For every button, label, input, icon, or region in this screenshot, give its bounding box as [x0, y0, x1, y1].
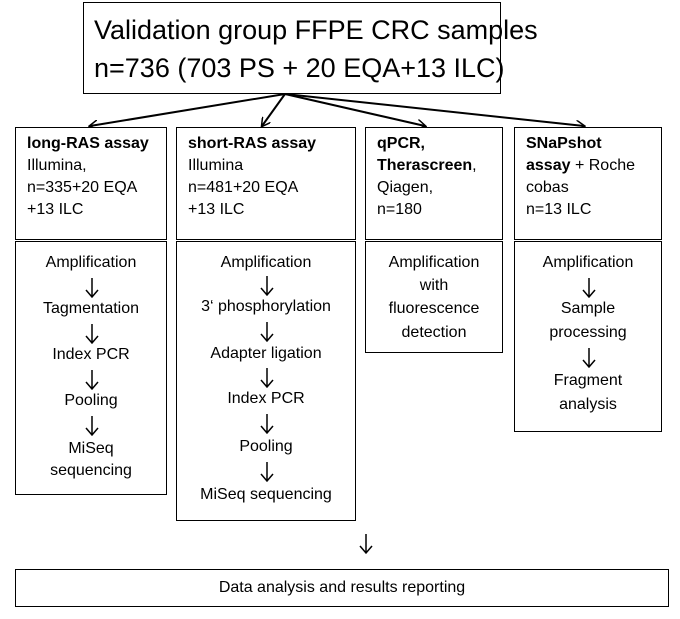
- long-ras-step-miseq: MiSeq: [68, 440, 114, 457]
- snapshot-step-analysis: analysis: [559, 396, 617, 413]
- long-ras-step-index-pcr: Index PCR: [52, 346, 130, 363]
- qpcr-step-detection: detection: [401, 324, 467, 341]
- short-ras-step-index-pcr: Index PCR: [227, 390, 305, 407]
- snapshot-step-fragment: Fragment: [553, 372, 623, 389]
- snapshot-count: n=13 ILC: [526, 201, 592, 218]
- validation-group-box: [83, 2, 538, 94]
- down-arrow-icon: [582, 278, 596, 298]
- short-ras-step-pooling: Pooling: [239, 438, 293, 455]
- short-ras-ilc: +13 ILC: [188, 201, 245, 218]
- snapshot-cobas: cobas: [526, 179, 569, 196]
- long-ras-head-box: [15, 127, 167, 240]
- short-ras-count: n=481+20 EQA: [188, 179, 299, 196]
- down-arrow-icon: [85, 278, 99, 298]
- down-arrow-icon: [260, 322, 274, 342]
- down-arrow-icon: [85, 416, 99, 436]
- arrow-to-bottom: [360, 534, 372, 553]
- short-ras-step-adapter-ligation: Adapter ligation: [210, 345, 322, 362]
- down-arrow-icon: [260, 276, 274, 296]
- title-line-2: n=736 (703 PS + 20 EQA+13 ILC): [94, 53, 505, 83]
- short-ras-step-amplification: Amplification: [220, 254, 312, 271]
- snapshot-step-sample: Sample: [560, 300, 616, 317]
- short-ras-title: short-RAS assay: [188, 135, 317, 152]
- snapshot-roche: + Roche: [570, 157, 635, 174]
- data-analysis-box: [15, 569, 669, 607]
- long-ras-step-tagmentation: Tagmentation: [42, 300, 140, 317]
- long-ras-ilc: +13 ILC: [27, 201, 84, 218]
- long-ras-steps-box: [15, 241, 167, 495]
- long-ras-step-pooling: Pooling: [64, 392, 118, 409]
- snapshot-steps-box: [514, 241, 662, 432]
- snapshot-head-box: [514, 127, 662, 240]
- qpcr-step-amplification: Amplification: [388, 254, 480, 271]
- therascreen-title: Therascreen: [377, 157, 473, 174]
- down-arrow-icon: [85, 324, 99, 344]
- qpcr-step-with: with: [419, 277, 449, 294]
- qpcr-head-box: [365, 127, 503, 240]
- short-ras-platform: Illumina: [188, 157, 244, 174]
- short-ras-step-phosphorylation: 3‘ phosphorylation: [201, 298, 331, 315]
- snapshot-assay: assay: [526, 157, 571, 174]
- qpcr-step-fluorescence: fluorescence: [388, 300, 480, 317]
- short-ras-head-box: [176, 127, 356, 240]
- title-line-1: Validation group FFPE CRC samples: [94, 15, 538, 45]
- data-analysis-label: Data analysis and results reporting: [218, 579, 466, 596]
- snapshot-step-amplification: Amplification: [542, 254, 634, 271]
- qpcr-title: qPCR,: [377, 135, 425, 152]
- arrow-to-snapshot: [285, 94, 584, 126]
- short-ras-steps-box: [176, 241, 356, 521]
- snapshot-step-processing: processing: [549, 324, 627, 341]
- arrow-to-qpcr: [285, 94, 425, 126]
- short-ras-step-miseq-sequencing: MiSeq sequencing: [200, 486, 332, 503]
- long-ras-platform: Illumina,: [27, 157, 87, 174]
- down-arrow-icon: [260, 414, 274, 434]
- therascreen-comma: ,: [472, 157, 477, 174]
- qpcr-steps-box: [365, 241, 503, 353]
- down-arrow-icon: [85, 370, 99, 390]
- arrow-to-short-ras: [262, 94, 285, 126]
- arrow-to-long-ras: [90, 94, 285, 126]
- down-arrow-icon: [260, 368, 274, 388]
- long-ras-count: n=335+20 EQA: [27, 179, 138, 196]
- long-ras-step-amplification: Amplification: [45, 254, 137, 271]
- qpcr-count: n=180: [377, 201, 422, 218]
- qpcr-vendor: Qiagen,: [377, 179, 434, 196]
- down-arrow-icon: [260, 462, 274, 482]
- long-ras-title: long-RAS assay: [27, 135, 149, 152]
- long-ras-step-sequencing: sequencing: [50, 462, 132, 479]
- down-arrow-icon: [582, 348, 596, 368]
- snapshot-title: SNaPshot: [526, 135, 602, 152]
